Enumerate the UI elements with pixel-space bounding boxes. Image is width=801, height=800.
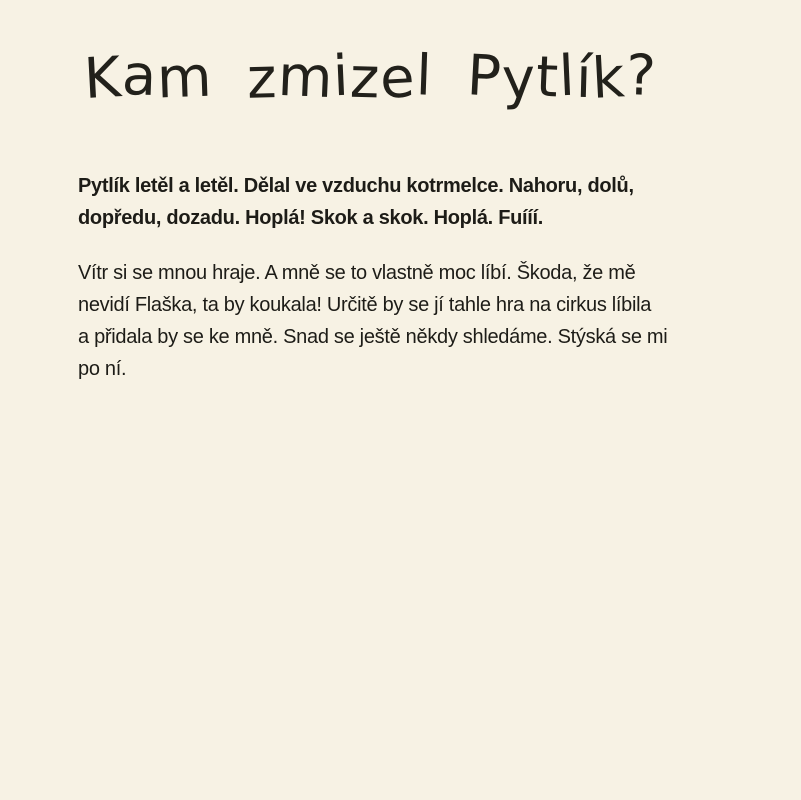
intro-line-2: dopředu, dozadu. Hoplá! Skok a skok. Hoplá. Fuííí. — [78, 207, 544, 229]
body-line-2: nevidí Flaška, ta by koukala! Určitě by se jí tahle hra na cirkus líbila — [78, 294, 652, 316]
body-line-1: Vítr si se mnou hraje. A mně se to vlastně moc líbí. Škoda, že mě — [78, 262, 636, 284]
intro-line-1: Pytlík letěl a letěl. Dělal ve vzduchu kotrmelce. Nahoru, dolů, — [78, 175, 634, 197]
body-line-3: a přidala by se ke mně. Snad se ještě někdy shledáme. Stýská se mi — [78, 326, 668, 348]
body-paragraph — [78, 257, 751, 385]
intro-paragraph — [78, 170, 751, 234]
page-title: Kam zmizel Pytlík? — [82, 42, 658, 112]
body-line-4: po ní. — [78, 358, 127, 380]
